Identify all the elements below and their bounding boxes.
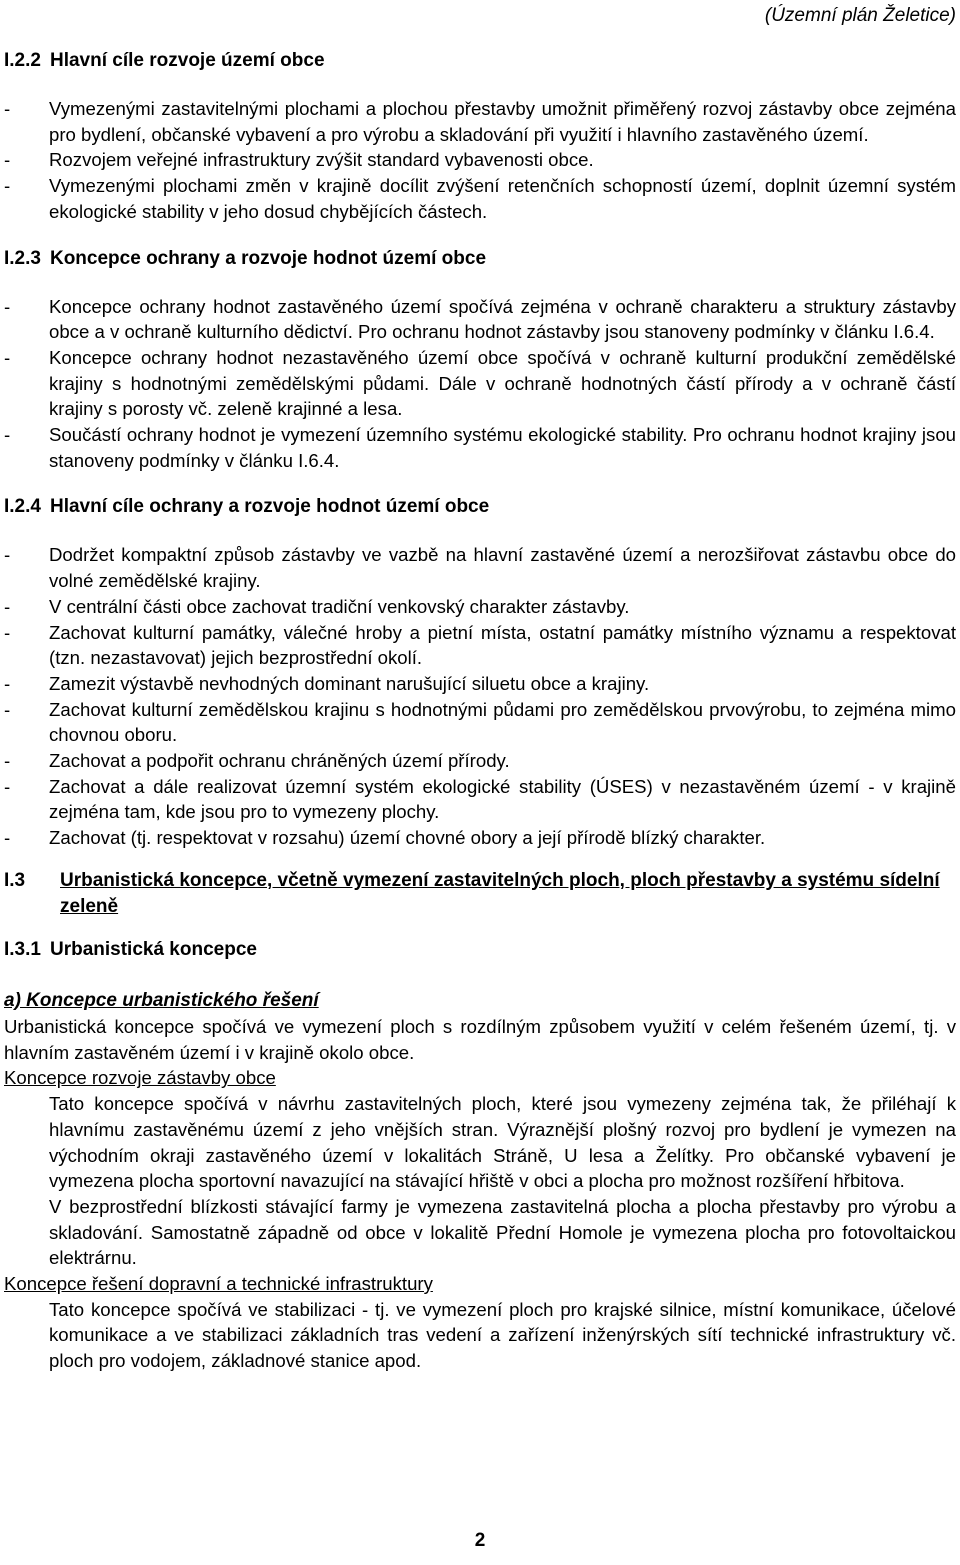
section-number: I.3: [4, 869, 26, 891]
list-protection-goals: [4, 542, 956, 850]
rozvoj-paragraph-1: Tato koncepce spočívá v návrhu zastavitelných ploch, které jsou vymezeny zejména tak, že přiléhají k hlavnímu zastavěnému území z jeho vnějších stran. Výraznější plošný rozvoj pro bydlení je vymezen na východním okraji zastavěného území v lokalitách Stráně, U lesa a Želítky. Pro občanské vybavení je vymezena plocha sportovní navazující na stávající hřiště v obci a plocha pro možnost rozšíření hřbitova.: [49, 1093, 956, 1192]
list-item: - V centrální části obce zachovat tradiční venkovský charakter zástavby.: [4, 594, 956, 620]
plan-title: (Územní plán Želetice): [764, 5, 956, 26]
section-number: I.3.1: [4, 939, 41, 961]
section-title: Urbanistická koncepce: [49, 939, 257, 961]
infra-heading: Koncepce řešení dopravní a technické infrastruktury: [4, 1273, 433, 1295]
heading-1-3: [4, 868, 956, 919]
heading-1-2-4: [4, 493, 956, 521]
list-item: - Vymezenými zastavitelnými plochami a plochou přestavby umožnit přiměřený rozvoj zástavby obce zejména pro bydlení, občanské vybavení a pro výrobu a skladování při využití i hlavního zastavěného území.: [4, 96, 956, 147]
heading-1-3-1: [4, 936, 956, 964]
list-item: - Zamezit výstavbě nevhodných dominant narušující siluetu obce a krajiny.: [4, 671, 956, 697]
list-item: - Koncepce ochrany hodnot zastavěného území spočívá zejména v ochraně charakteru a struktury zástavby obce a v ochraně kulturního dědictví. Pro ochranu hodnot zástavby jsou stanoveny podmínky v článku I.6.4.: [4, 294, 956, 345]
list-item: - Zachovat (tj. respektovat v rozsahu) území chovné obory a její přírodě blízký charakter.: [4, 825, 956, 851]
section-number: I.2.3: [4, 247, 41, 269]
page-content: [4, 47, 956, 1374]
section-title: Urbanistická koncepce, včetně vymezení zastavitelných ploch, ploch přestavby a systému sídelní zeleně: [60, 869, 940, 917]
list-goals-development: [4, 96, 956, 225]
page-number: 2: [474, 1530, 486, 1551]
list-item: - Zachovat kulturní zemědělskou krajinu s hodnotnými půdami pro zemědělskou prvovýrobu, to zejména mimo chovnou oboru.: [4, 697, 956, 748]
section-title: Koncepce ochrany a rozvoje hodnot území obce: [49, 247, 487, 269]
section-title: Hlavní cíle rozvoje území obce: [49, 50, 325, 71]
list-item: - Součástí ochrany hodnot je vymezení územního systému ekologické stability. Pro ochranu hodnot krajiny jsou stanoveny podmínky v článku I.6.4.: [4, 422, 956, 473]
rozvoj-heading: Koncepce rozvoje zástavby obce: [4, 1067, 276, 1089]
list-item: - Vymezenými plochami změn v krajině docílit zvýšení retenčních schopností území, doplnit územní systém ekologické stability v jeho dosud chybějících částech.: [4, 173, 956, 224]
list-protection-concept: [4, 294, 956, 474]
section-number: I.2.2: [4, 50, 41, 71]
list-item: - Rozvojem veřejné infrastruktury zvýšit standard vybavenosti obce.: [4, 147, 956, 173]
list-item: - Koncepce ochrany hodnot nezastavěného území obce spočívá v ochraně kulturní produkční zemědělské krajiny s hodnotnými zemědělskými půdami. Dále v ochraně hodnotných částí přírody a v ochraně částí krajiny s porosty vč. zeleně krajinné a lesa.: [4, 345, 956, 422]
section-title: Hlavní cíle ochrany a rozvoje hodnot území obce: [49, 496, 490, 518]
subsection-title: a) Koncepce urbanistického řešení: [4, 990, 319, 1012]
list-item: - Zachovat kulturní památky, válečné hroby a pietní místa, ostatní památky místního významu a respektovat (tzn. nezastavovat) jejich bezprostřední okolí.: [4, 620, 956, 671]
infra-paragraph-1: Tato koncepce spočívá ve stabilizaci - tj. ve vymezení ploch pro krajské silnice, místní komunikace, účelové komunikace a ve stabilizaci základních tras vedení a zařízení inženýrských sítí technické infrastruktury vč. ploch pro vodojem, základnové stanice apod.: [49, 1298, 956, 1372]
section-number: I.2.4: [4, 496, 41, 518]
list-item: - Zachovat a podpořit ochranu chráněných území přírody.: [4, 748, 956, 774]
document-page: [4, 0, 956, 1565]
list-item: - Dodržet kompaktní způsob zástavby ve vazbě na hlavní zastavěné území a nerozšiřovat zástavbu obce do volné zemědělské krajiny.: [4, 542, 956, 593]
heading-1-2-2: [4, 47, 956, 75]
list-item: - Zachovat a dále realizovat územní systém ekologické stability (ÚSES) v nezastavěném území - v krajině zejména tam, kde jsou pro to vymezeny plochy.: [4, 774, 956, 825]
intro-paragraph: Urbanistická koncepce spočívá ve vymezení ploch s rozdílným způsobem využití v celém řešeném území, tj. v hlavním zastavěném území i v krajině okolo obce.: [4, 1015, 956, 1063]
rozvoj-paragraph-2: V bezprostřední blízkosti stávající farmy je vymezena zastavitelná plocha a plocha přestavby pro výrobu a skladování. Samostatně západně od obce v lokalitě Přední Homole je vymezena plocha pro fotovoltaickou elektrárnu.: [49, 1195, 956, 1269]
heading-1-2-3: [4, 245, 956, 273]
